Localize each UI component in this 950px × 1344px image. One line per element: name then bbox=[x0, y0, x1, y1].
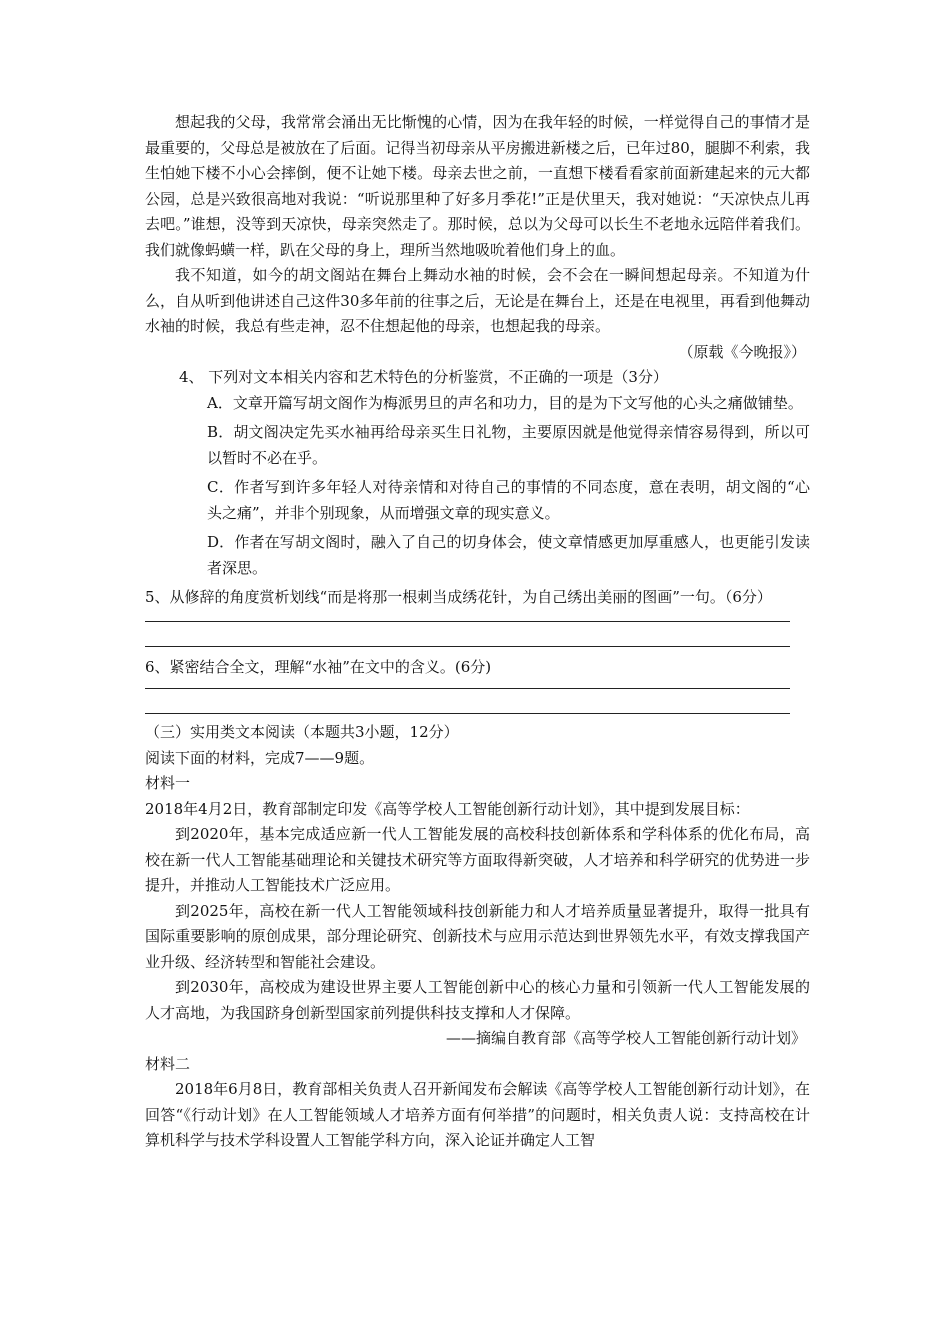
question-4-option-b: B．胡文阁决定先买水袖再给母亲买生日礼物，主要原因就是他觉得亲情容易得到，所以可以暂时不必在乎。 bbox=[207, 423, 810, 467]
question-6-stem: 6、紧密结合全文，理解“水袖”在文中的含义。(6分) bbox=[145, 657, 492, 676]
goal-2025: 到2025年，高校在新一代人工智能领域科技创新能力和人才培养质量显著提升，取得一批具有国际重要影响的原创成果，部分理论研究、创新技术与应用示范达到世界领先水平，有效支撑我国产业升级、经济转型和智能社会建设。 bbox=[145, 901, 810, 971]
section-3-heading: （三）实用类文本阅读（本题共3小题，12分） bbox=[145, 723, 459, 741]
material-2-label: 材料二 bbox=[145, 1054, 191, 1073]
question-4-stem: 4、 下列对文本相关内容和艺术特色的分析鉴赏，不正确的一项是（3分） bbox=[179, 368, 668, 386]
document-page bbox=[145, 110, 810, 1154]
question-4-option-d: D．作者在写胡文阁时，融入了自己的切身体会，使文章情感更加厚重感人，也更能引发读者深思。 bbox=[207, 533, 810, 577]
body-paragraph-2: 我不知道，如今的胡文阁站在舞台上舞动水袖的时候，会不会在一瞬间想起母亲。不知道为什么，自从听到他讲述自己这件30多年前的往事之后，无论是在舞台上，还是在电视里，再看到他舞动水袖的时候，我总有些走神，忍不住想起他的母亲，也想起我的母亲。 bbox=[145, 266, 810, 335]
material-1-source: ——摘编自教育部《高等学校人工智能创新行动计划》 bbox=[445, 1029, 806, 1047]
material-1-label: 材料一 bbox=[145, 774, 191, 792]
question-4-option-c: C．作者写到许多年轻人对待亲情和对待自己的事情的不同态度，意在表明，胡文阁的“心头之痛”，并非个别现象，从而增强文章的现实意义。 bbox=[207, 478, 810, 522]
question-4-option-a: A．文章开篇写胡文阁作为梅派男旦的声名和功力，目的是为下文写他的心头之痛做铺垫。 bbox=[207, 393, 803, 412]
section-3-instruction: 阅读下面的材料，完成7——9题。 bbox=[145, 748, 375, 767]
goal-2020: 到2020年，基本完成适应新一代人工智能发展的高校科技创新体系和学科体系的优化布局，高校在新一代人工智能基础理论和关键技术研究等方面取得新突破，人才培养和科学研究的优势进一步提升，并推动人工智能技术广泛应用。 bbox=[145, 825, 810, 894]
goal-2030: 到2030年，高校成为建设世界主要人工智能创新中心的核心力量和引领新一代人工智能发展的人才高地，为我国跻身创新型国家前列提供科技支撑和人才保障。 bbox=[145, 978, 810, 1022]
material-2-text: 2018年6月8日，教育部相关负责人召开新闻发布会解读《高等学校人工智能创新行动计划》，在回答“《行动计划》在人工智能领域人才培养方面有何举措”的问题时，相关负责人说：支持高校在计算机科学与技术学科设置人工智能学科方向，深入论证并确定人工智 bbox=[145, 1080, 810, 1149]
source-note: （原载《今晚报》） bbox=[678, 342, 806, 361]
material-1-intro: 2018年4月2日，教育部制定印发《高等学校人工智能创新行动计划》，其中提到发展目标： bbox=[145, 799, 750, 818]
question-5-stem: 5、从修辞的角度赏析划线“而是将那一根刺当成绣花针，为自己绣出美丽的图画”一句。（6分） bbox=[145, 588, 772, 606]
body-paragraph-1: 想起我的父母，我常常会涌出无比惭愧的心情，因为在我年轻的时候，一样觉得自己的事情才是最重要的，父母总是被放在了后面。记得当初母亲从平房搬进新楼之后，已年过80，腿脚不利索，我生怕她下楼不小心会摔倒，便不让她下楼。母亲去世之前，一直想下楼看看家前面新建起来的元大都公园，总是兴致很高地对我说：“听说那里种了好多月季花!”正是伏里天，我对她说：“天凉快点儿再去吧。”谁想，没等到天凉快，母亲突然走了。那时候，总以为父母可以长生不老地永远陪伴着我们。我们就像蚂蟥一样，趴在父母的身上，理所当然地吸吮着他们身上的血。 bbox=[145, 113, 810, 259]
